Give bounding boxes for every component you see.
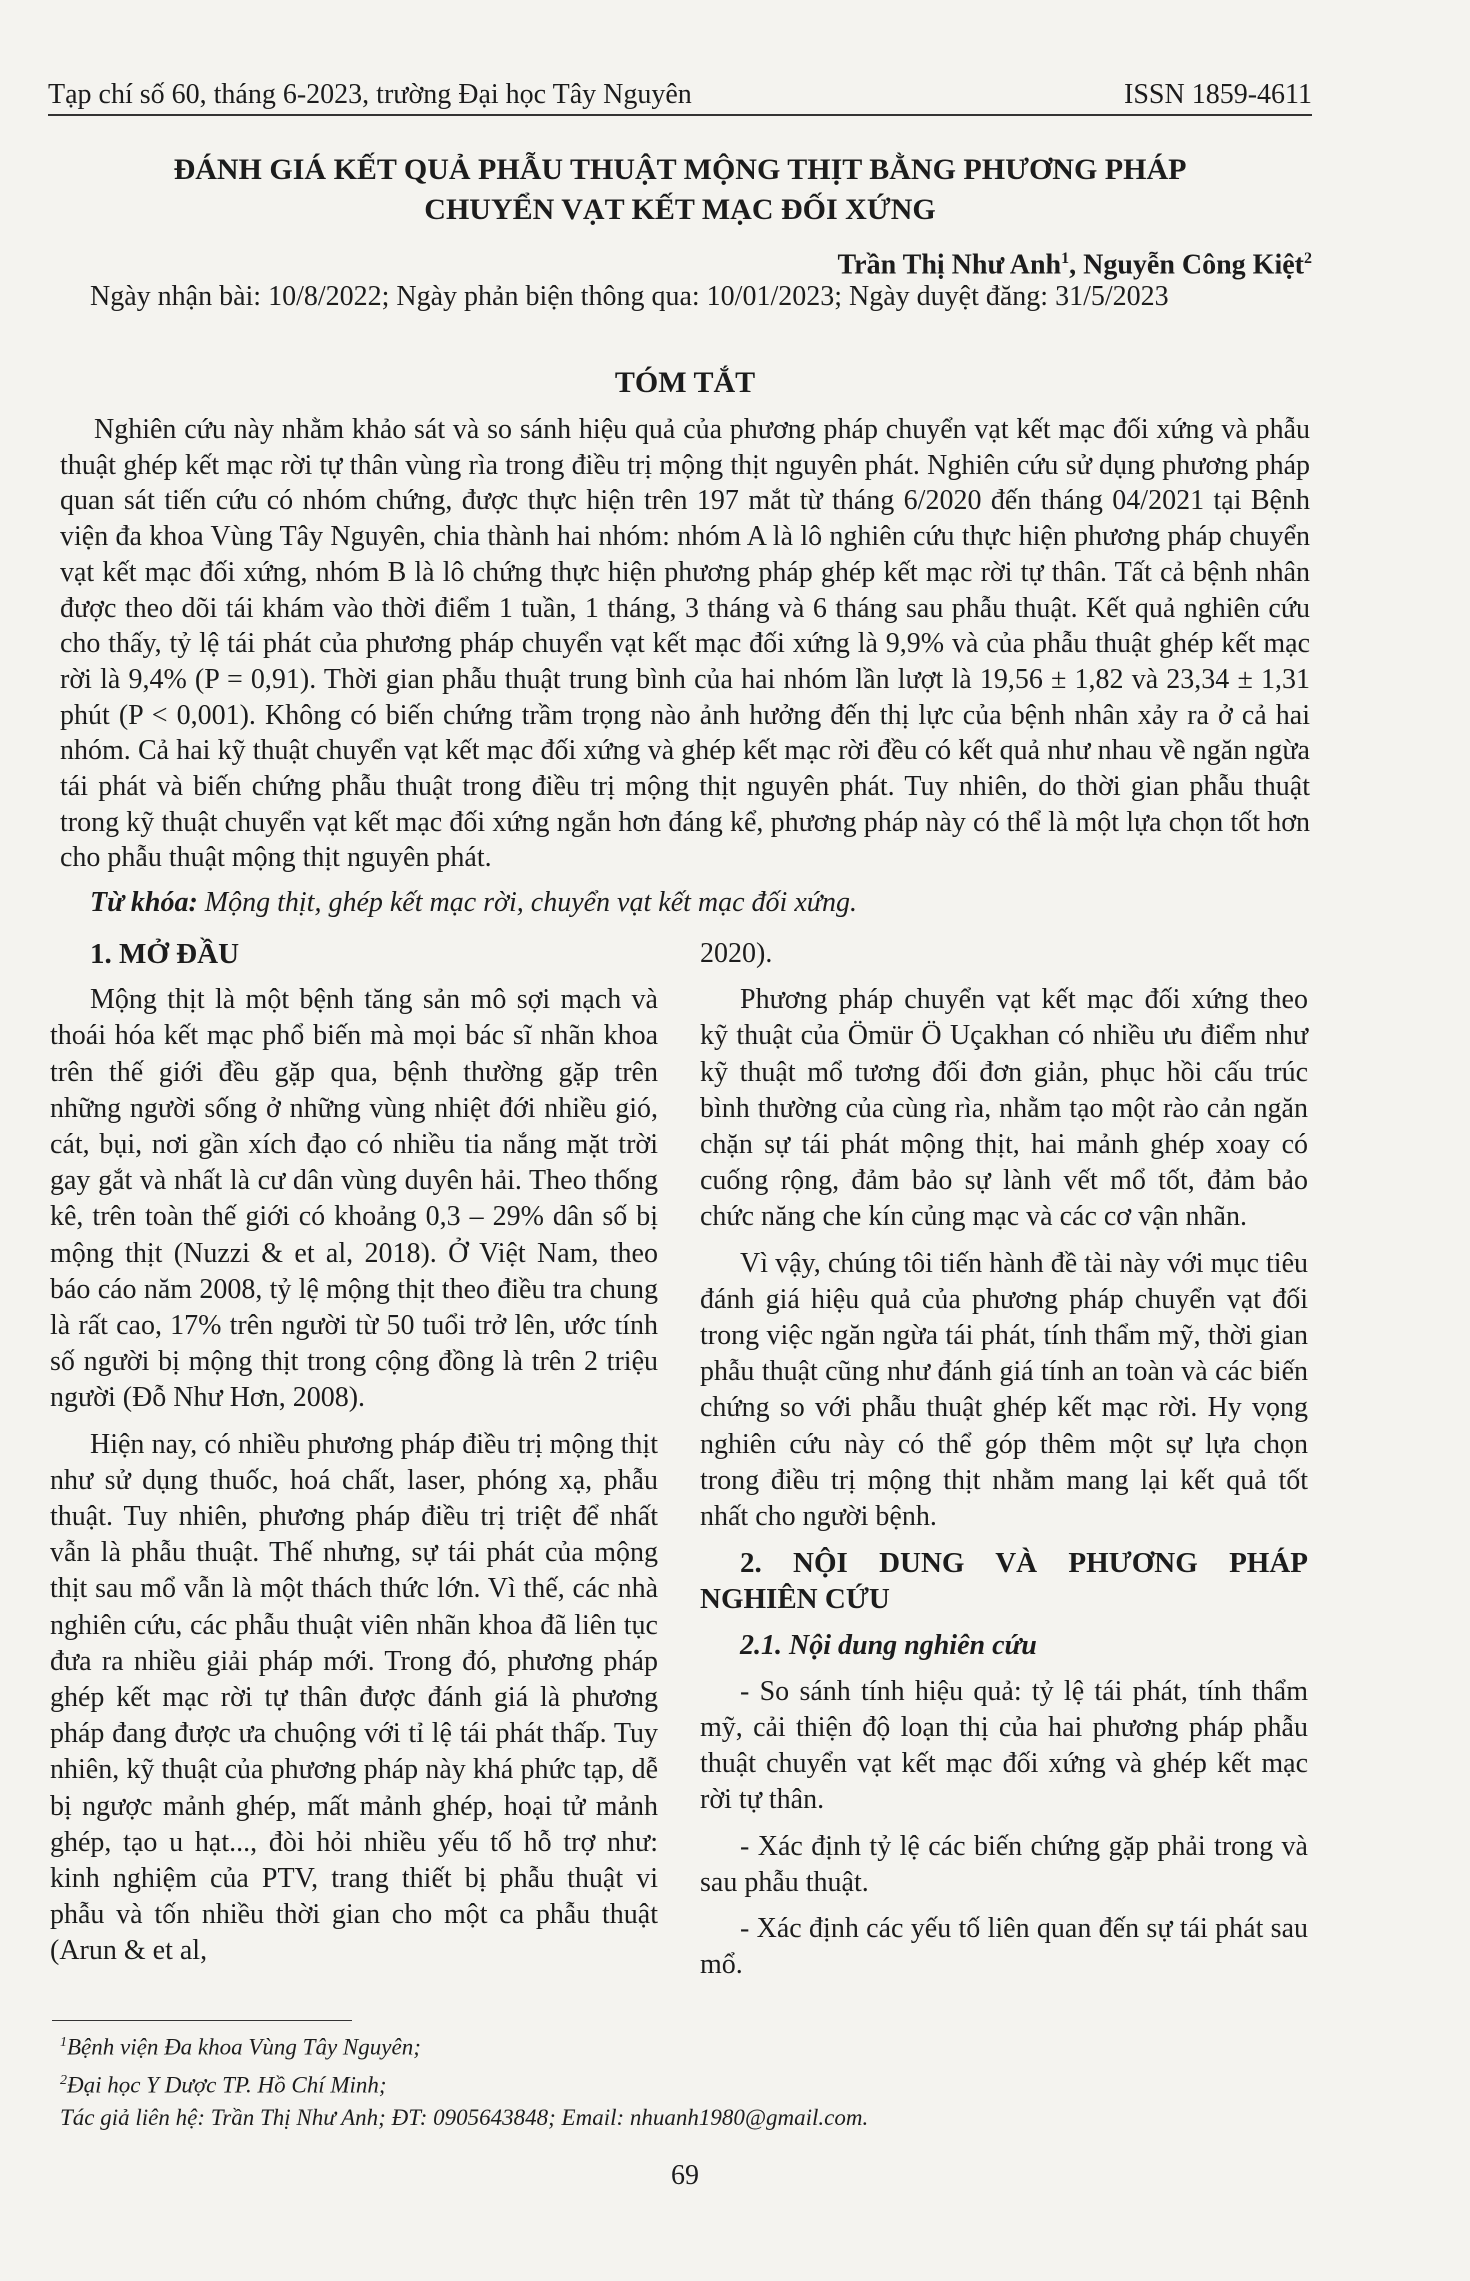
footnote-1-mark: 1 — [60, 2035, 67, 2050]
objective-2: - Xác định tỷ lệ các biến chứng gặp phải trong và sau phẫu thuật. — [700, 1830, 1308, 1898]
footnote-2-text: Đại học Y Dược TP. Hồ Chí Minh; — [67, 2072, 387, 2098]
section-2-heading: 2. NỘI DUNG VÀ PHƯƠNG PHÁP NGHIÊN CỨU — [700, 1547, 1308, 1616]
authors — [838, 242, 1312, 282]
intro-continuation: 2020). — [700, 938, 773, 969]
intro-paragraph-3: Phương pháp chuyển vạt kết mạc đối xứng theo kỹ thuật của Ömür Ö Uçakhan có nhiều ưu điểm như kỹ thuật mổ tương đối đơn giản, phục hồi cấu trúc bình thường của cùng rìa, nhằm tạo một rào cản ngăn chặn sự tái phát mộng thịt, hai mảnh ghép xoay có cuống rộng, đảm bảo sự lành vết mổ tốt, đảm bảo chức năng che kín củng mạc và các cơ vận nhãn. — [700, 984, 1308, 1233]
author-2-affil: 2 — [1304, 250, 1312, 267]
objective-3: - Xác định các yếu tố liên quan đến sự tái phát sau mổ. — [700, 1913, 1308, 1981]
footnote-contact: Tác giả liên hệ: Trần Thị Như Anh; ĐT: 0905643848; Email: nhuanh1980@gmail.com. — [60, 2105, 869, 2131]
footnote-2 — [60, 2064, 1320, 2102]
right-column — [700, 936, 1308, 1993]
author-1-affil: 1 — [1061, 250, 1070, 267]
author-2: Nguyễn Công Kiệt — [1083, 249, 1304, 281]
section-1-heading: 1. MỞ ĐẦU — [90, 938, 240, 970]
paper-title — [60, 150, 1300, 230]
issn: ISSN 1859-4611 — [1124, 79, 1312, 110]
author-1: Trần Thị Như Anh — [837, 249, 1062, 281]
abstract-text: Nghiên cứu này nhằm khảo sát và so sánh hiệu quả của phương pháp chuyển vạt kết mạc đối xứng và phẫu thuật ghép kết mạc rời tự thân vùng rìa trong điều trị mộng thịt nguyên phát. Nghiên cứu sử dụng phương pháp quan sát tiến cứu có nhóm chứng, được thực hiện trên 197 mắt từ tháng 6/2020 đến tháng 04/2021 tại Bệnh viện đa khoa Vùng Tây Nguyên, chia thành hai nhóm: nhóm A là lô nghiên cứu thực hiện phương pháp chuyển vạt kết mạc đối xứng, nhóm B là lô chứng thực hiện phương pháp ghép kết mạc rời tự thân. Tất cả bệnh nhân được theo dõi tái khám vào thời điểm 1 tuần, 1 tháng, 3 tháng và 6 tháng sau phẫu thuật. Kết quả nghiên cứu cho thấy, tỷ lệ tái phát của phương pháp chuyển vạt kết mạc đối xứng là 9,9% và của phẫu thuật ghép kết mạc rời là 9,4% (P = 0,91). Thời gian phẫu thuật trung bình của hai nhóm lần lượt là 19,56 ± 1,82 và 23,34 ± 1,31 phút (P < 0,001). Không có biến chứng trầm trọng nào ảnh hưởng đến thị lực của bệnh nhân xảy ra ở cả hai nhóm. Cả hai kỹ thuật chuyển vạt kết mạc đối xứng và ghép kết mạc rời đều có kết quả như nhau về ngăn ngừa tái phát và biến chứng phẫu thuật trong điều trị mộng thịt nguyên phát. Tuy nhiên, do thời gian phẫu thuật trong kỹ thuật chuyển vạt kết mạc đối xứng ngắn hơn đáng kể, phương pháp này có thể là một lựa chọn tốt hơn cho phẫu thuật mộng thịt nguyên phát. — [60, 414, 1310, 874]
author-separator: , — [1069, 249, 1084, 281]
objective-1: - So sánh tính hiệu quả: tỷ lệ tái phát, tính thẩm mỹ, cải thiện độ loạn thị của hai phương pháp phẫu thuật chuyển vạt kết mạc đối xứng và ghép kết mạc rời tự thân. — [700, 1675, 1308, 1816]
submission-dates: Ngày nhận bài: 10/8/2022; Ngày phản biện thông qua: 10/01/2023; Ngày duyệt đăng: 31/5/2023 — [90, 281, 1169, 312]
keywords-label: Từ khóa: — [90, 887, 198, 918]
footnotes — [60, 2026, 1320, 2134]
left-column — [50, 936, 658, 1980]
keywords-text: Mộng thịt, ghép kết mạc rời, chuyển vạt kết mạc đối xứng. — [197, 887, 858, 918]
intro-paragraph-1: Mộng thịt là một bệnh tăng sản mô sợi mạch và thoái hóa kết mạc phổ biến mà mọi bác sĩ nhãn khoa trên thế giới đều gặp qua, bệnh thường gặp trên những người sống ở những vùng nhiệt đới nhiều gió, cát, bụi, nơi gần xích đạo có nhiều tia nắng mặt trời gay gắt và nhất là cư dân vùng duyên hải. Theo thống kê, trên toàn thế giới có khoảng 0,3 – 29% dân số bị mộng thịt (Nuzzi & et al, 2018). Ở Việt Nam, theo báo cáo năm 2008, tỷ lệ mộng thịt theo điều tra chung là rất cao, 17% trên người từ 50 tuổi trở lên, ước tính số người bị mộng thịt trong cộng đồng là trên 2 triệu người (Đỗ Như Hơn, 2008). — [50, 984, 658, 1414]
footnote-2-mark: 2 — [60, 2072, 67, 2088]
abstract-heading: TÓM TẮT — [614, 366, 756, 399]
footnote-divider — [52, 2020, 352, 2021]
keywords — [90, 885, 1320, 921]
running-header — [48, 78, 1312, 116]
intro-paragraph-2: Hiện nay, có nhiều phương pháp điều trị mộng thịt như sử dụng thuốc, hoá chất, laser, phóng xạ, phẫu thuật. Tuy nhiên, phương pháp điều trị triệt để nhất vẫn là phẫu thuật. Thế nhưng, sự tái phát của mộng thịt sau mổ vẫn là một thách thức lớn. Vì thế, các nhà nghiên cứu, các phẫu thuật viên nhãn khoa đã liên tục đưa ra nhiều giải pháp mới. Trong đó, phương pháp ghép kết mạc rời tự thân được đánh giá là phương pháp đang được ưa chuộng với tỉ lệ tái phát thấp. Tuy nhiên, kỹ thuật của phương pháp này khá phức tạp, dễ bị ngược mảnh ghép, mất mảnh ghép, hoại tử mảnh ghép, tạo u hạt..., đòi hỏi nhiều yếu tố hỗ trợ như: kinh nghiệm của PTV, trang thiết bị phẫu thuật vi phẫu và tốn nhiều thời gian cho một ca phẫu thuật (Arun & et al, — [50, 1428, 658, 1967]
title-line-1: ĐÁNH GIÁ KẾT QUẢ PHẪU THUẬT MỘNG THỊT BẰNG PHƯƠNG PHÁP — [173, 153, 1187, 186]
page-number: 69 — [671, 2160, 699, 2191]
title-line-2: CHUYỂN VẠT KẾT MẠC ĐỐI XỨNG — [424, 193, 936, 226]
intro-paragraph-4: Vì vậy, chúng tôi tiến hành đề tài này với mục tiêu đánh giá hiệu quả của phương pháp chuyển vạt đối trong việc ngăn ngừa tái phát, tính thẩm mỹ, thời gian phẫu thuật cũng như đánh giá tính an toàn và các biến chứng so với phẫu thuật ghép kết mạc rời. Hy vọng nghiên cứu này có thể góp thêm một sự lựa chọn trong điều trị mộng thịt nhằm mang lại kết quả tốt nhất cho người bệnh. — [700, 1247, 1308, 1533]
subsection-2-1-heading: 2.1. Nội dung nghiên cứu — [740, 1629, 1037, 1661]
footnote-1 — [60, 2026, 1320, 2064]
journal-name: Tạp chí số 60, tháng 6-2023, trường Đại học Tây Nguyên — [48, 79, 692, 110]
footnote-1-text: Bệnh viện Đa khoa Vùng Tây Nguyên; — [67, 2034, 421, 2060]
